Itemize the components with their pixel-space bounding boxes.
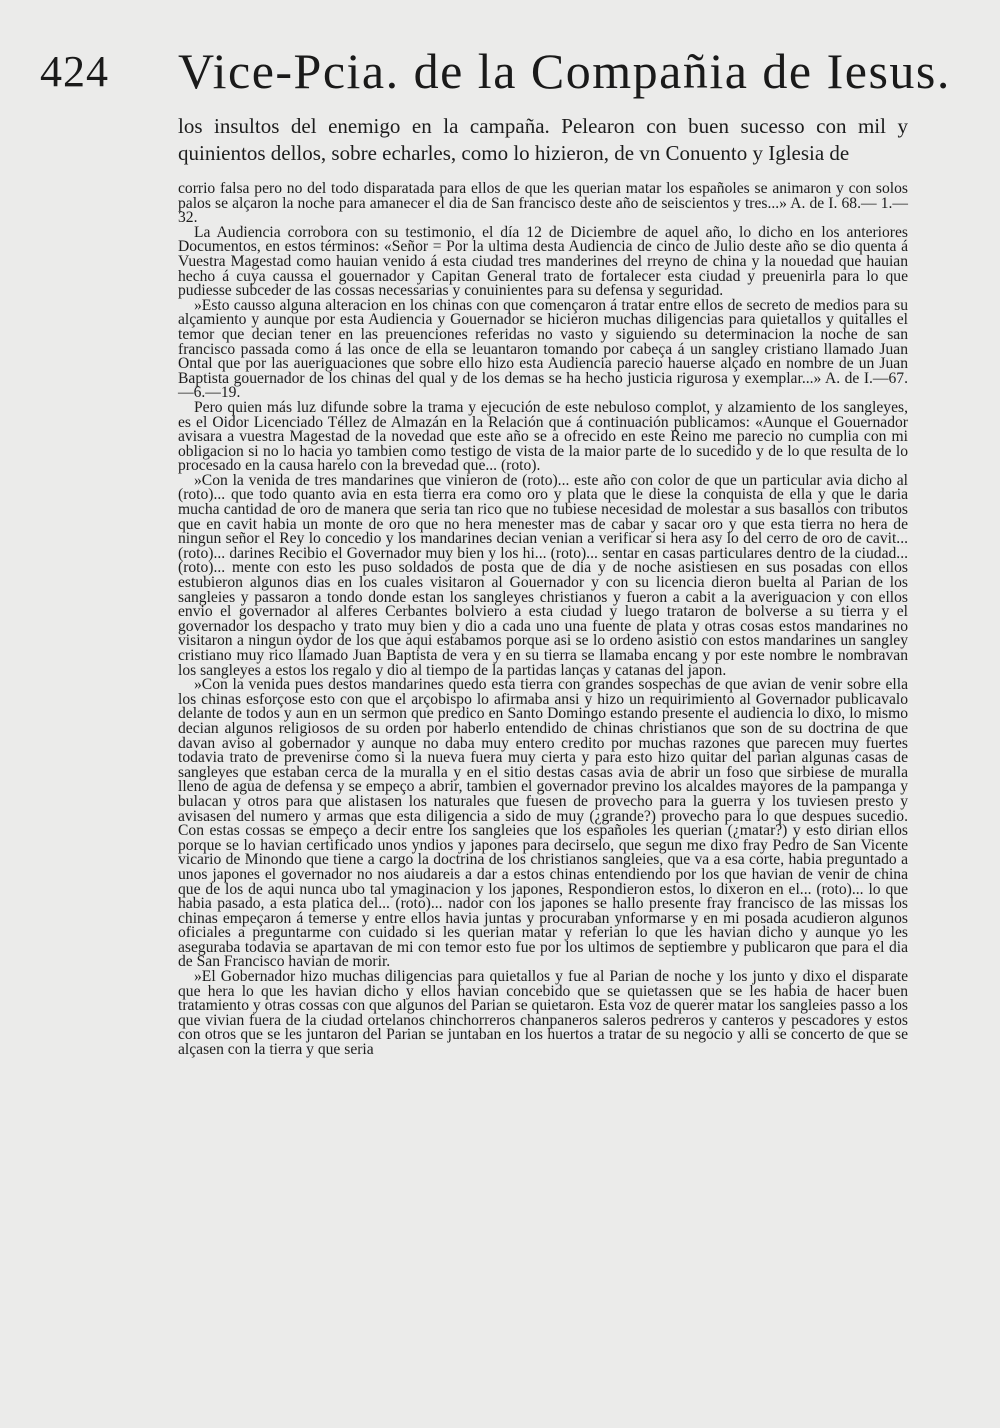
running-title: Vice-Pcia. de la Compañia de Iesus. (178, 43, 951, 99)
note-paragraph-4: Pero quien más luz difunde sobre la trama y ejecución de este nebuloso complot, y alzamiento de los sangleyes, es el Oidor Licenciado Téllez de Almazán en la Relación que á continuación publicamos: «Aunque el Gouernador avisara a vuestra Magestad de la novedad que este año se a ofrecido en este Reino me parecio no cumplia con mi obligacion si no lo hacia yo tambien como testigo de vista de la maior parte de lo sucedido y de lo que resulta de lo procesado en la causa harelo con la brevedad que... (roto). (178, 398, 908, 475)
note-paragraph-6: »Con la venida pues destos mandarines quedo esta tierra con grandes sospechas de que avian de venir sobre ella los chinas esforçose esto con que el arçobispo lo afirmaba ansi y hizo un requirimiento al Governador publicavalo delante de todos y aun en un sermon que predico en Santo Domingo estando presente el audiencia lo dixo, lo mismo decian algunos religiosos de su orden por haberlo entendido de chinas christianos que son de su doctrina de que davan aviso al gobernador y aunque no daba muy entero credito por muchas razones que parecen muy fuertes todavia trato de prevenirse como si la nueva fuera muy cierta y para esto hizo quitar del parian algunas casas de sangleyes que estaban cerca de la muralla y en el sitio destas casas avia de abrir un foso que sirbiese de muralla lleno de agua de defensa y se empeço a abrir, tambien el governador previno los alcaldes mayores de la pampanga y bulacan y otros para que alistasen los naturales que fuesen de provecho para la guerra y los tuviesen presto y avisasen del numero y armas que esta diligencia a sido de muy (¿grande?) provecho para lo que despues sucedio. Con estas cossas se empeço a decir entre los sangleies que los españoles les querian (¿matar?) y esto dirian ellos porque se lo havian certificado unos yndios y japones para decirselo, que segun me dixo fray Pedro de San Vicente vicario de Minondo que tiene a cargo la doctrina de los christianos sangleies, que va a esa corte, habia preguntado a unos japones el governador no nos aiudareis a dar a estos chinas entendiendo por los que havian de venir de china que de los de aqui nunca ubo tal ymaginacion y los japones, Respondieron estos, lo dixeron en el... (roto)... lo que habia pasado, a esta platica del... (roto)... nador con los japones se hallo presente fray francisco de las missas los chinas empeçaron á temerse y entre ellos havia juntas y procuraban ynformarse y en mi posada acudieron algunos oficiales a preguntarme con cuidado si les querian matar y referian lo que les havian dicho y aunque yo les aseguraba todavia se apartavan de mi con temor esto fue por los ultimos de septiembre y publicaron que para el dia de San Francisco havian de morir. (178, 676, 908, 971)
page-header (40, 42, 951, 112)
main-text-paragraph: los insultos del enemigo en la campaña. Pelearon con buen sucesso con mil y quinientos dellos, sobre echarles, como lo hizieron, de vn Conuento y Iglesia de (178, 114, 908, 165)
note-paragraph-3: »Esto causso alguna alteracion en los chinas con que començaron á tratar entre ellos de secreto de medios para su alçamiento y aunque por esta Audiencia y Gouernador se hicieron muchas diligencias para quietallos y quitalles el temor que decian tener en las preuenciones referidas no vasto y siguiendo su determinacion la noche de san francisco passada como á las once de ella se leuantaron tomando por cabeça á un sangley cristiano llamado Juan Ontal que por las aueriguaciones que sobre ello hizo esta Audiencia parecio hauerse alçado en nombre de un Juan Baptista gouernador de los chinas del qual y de los demas se ha hecho justicia rigurosa y exemplar...» A. de I.—67.—6.—19. (178, 296, 908, 402)
page-number: 424 (40, 47, 109, 96)
note-paragraph-5: »Con la venida de tres mandarines que vinieron de (roto)... este año con color de que un particular avia dicho al (roto)... que todo quanto avia en esta tierra era como oro y plata que le diese la conquista de ella y que le daria mucha cantidad de oro de manera que seria tan rico que no tubiese necesidad de molestar a sus basallos con tributos que en cavit habia un monte de oro que no hera menester mas de cabar y sacar oro y que esta tierra no hera de ningun señor el Rey lo concedio y los mandarines decian venian a verificar si hera asy lo del cerro de oro de cavit... (roto)... darines Recibio el Governador muy bien y los hi... (roto)... sentar en casas particulares dentro de la ciudad... (roto)... mente con esto les puso soldados de posta que de dia y de noche asistiesen en sus posadas con ellos estubieron algunos dias en los cuales visitaron al Gouernador y con su licencia dieron buelta al Parian de los sangleies y passaron a tondo donde estan los sangleyes christianos y fueron a cabit a la averiguacion y con ellos envio el governador al alferes Cerbantes bolviero a esta ciudad y luego trataron de bolverse a su tierra y el governador los despacho y trato muy bien y dio a cada uno una fuente de plata y otras cosas estos mandarines no visitaron a ningun oydor de los que aqui estabamos porque asi se lo ordeno asistio con estos mandarines un sangley cristiano muy rico llamado Juan Baptista de vera y en su tierra se llamaba encang y por este nombre le nombravan los sangleyes a estos los regalo y dio al tiempo de la partidas lanças y catanas del japon. (178, 471, 908, 679)
footnotes-block (178, 182, 908, 1058)
note-paragraph-1: corrio falsa pero no del todo disparatada para ellos de que les querian matar los españoles se animaron y con solos palos se alçaron la noche para amanecer el dia de San francisco deste año de seiscientos y tres...» A. de I. 68.— 1.— 32. (178, 180, 908, 227)
note-paragraph-7: »El Gobernador hizo muchas diligencias para quietallos y fue al Parian de noche y los junto y dixo el disparate que hera lo que les havian dicho y ellos havian concebido que se quietassen que se les habia de hacer buen tratamiento y otras cossas con que algunos del Parian se quietaron. Esta voz de querer matar los sangleies passo a los que vivian fuera de la ciudad ortelanos chinchorreros chanpaneros saleros pedreros y canteros y pescadores y estos con otros que se les juntaron del Parian se juntaban en los huertos a tratar de su negocio y alli se concerto de que se alçasen con la tierra y que seria (178, 968, 908, 1059)
note-paragraph-2: La Audiencia corrobora con su testimonio, el día 12 de Diciembre de aquel año, lo dicho en los anteriores Documentos, en estos términos: «Señor = Por la ultima desta Audiencia de cinco de Julio deste año se dio quenta á Vuestra Magestad como hauian venido á esta ciudad tres manderines del rreyno de china y la nouedad que hauian hecho á cuya caussa el gouernador y Capitan General trato de fortalecer esta ciudad y preuenirla para lo que pudiesse subceder de las cossas necessarias y conuinientes para su defensa y seguridad. (178, 223, 908, 300)
